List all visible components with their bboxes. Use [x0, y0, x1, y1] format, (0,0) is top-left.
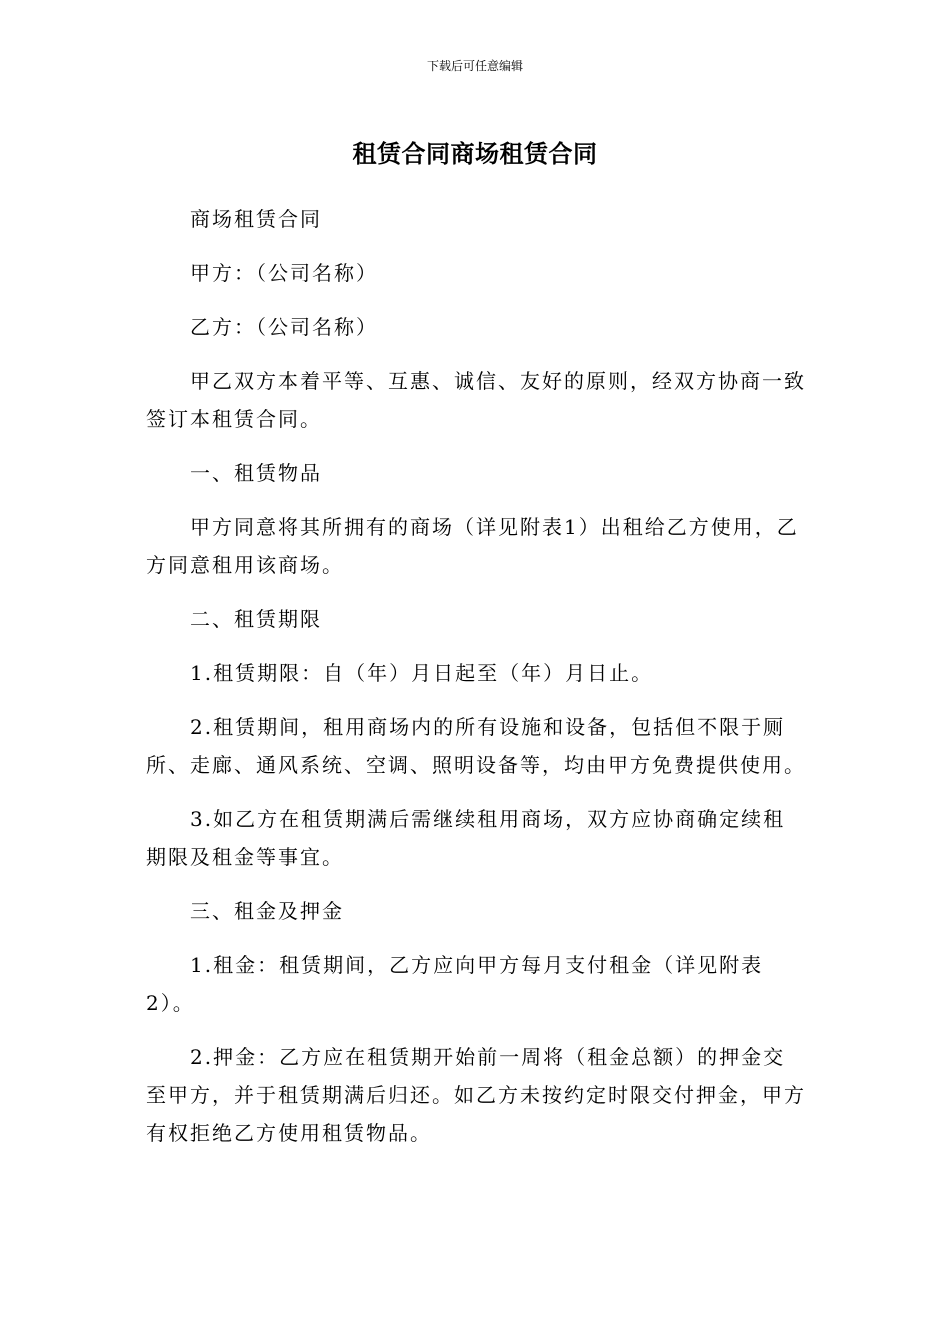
paragraph-term-2: 2.租赁期间，租用商场内的所有设施和设备，包括但不限于厕所、走廊、通风系统、空调、照明设备等，均由甲方免费提供使用。: [146, 715, 806, 777]
paragraph-term-1: 1.租赁期限：自（年）月日起至（年）月日止。: [190, 661, 654, 685]
document-title: 租赁合同商场租赁合同: [352, 140, 598, 168]
paragraph-deposit: 2.押金：乙方应在租赁期开始前一周将（租金总额）的押金交至甲方，并于租赁期满后归还。如乙方未按约定时限交付押金，甲方有权拒绝乙方使用租赁物品。: [146, 1045, 806, 1145]
section-heading-rent-deposit: 三、租金及押金: [190, 899, 344, 923]
paragraph-party-a: 甲方：（公司名称）: [190, 261, 378, 285]
paragraph-term-3: 3.如乙方在租赁期满后需继续租用商场，双方应协商确定续租期限及租金等事宜。: [146, 807, 786, 869]
header-note: 下载后可任意编辑: [426, 59, 523, 73]
paragraph-rent: 1.租金：租赁期间，乙方应向甲方每月支付租金（详见附表2）。: [146, 953, 764, 1015]
section-heading-rental-items: 一、租赁物品: [190, 461, 322, 485]
paragraph-rental-items: 甲方同意将其所拥有的商场（详见附表1）出租给乙方使用，乙方同意租用该商场。: [146, 515, 799, 577]
paragraph-contract-name: 商场租赁合同: [190, 207, 322, 231]
document-body: [146, 200, 806, 1168]
section-heading-rental-term: 二、租赁期限: [190, 607, 322, 631]
paragraph-party-b: 乙方：（公司名称）: [190, 315, 378, 339]
paragraph-preamble: 甲乙双方本着平等、互惠、诚信、友好的原则，经双方协商一致签订本租赁合同。: [146, 369, 806, 431]
